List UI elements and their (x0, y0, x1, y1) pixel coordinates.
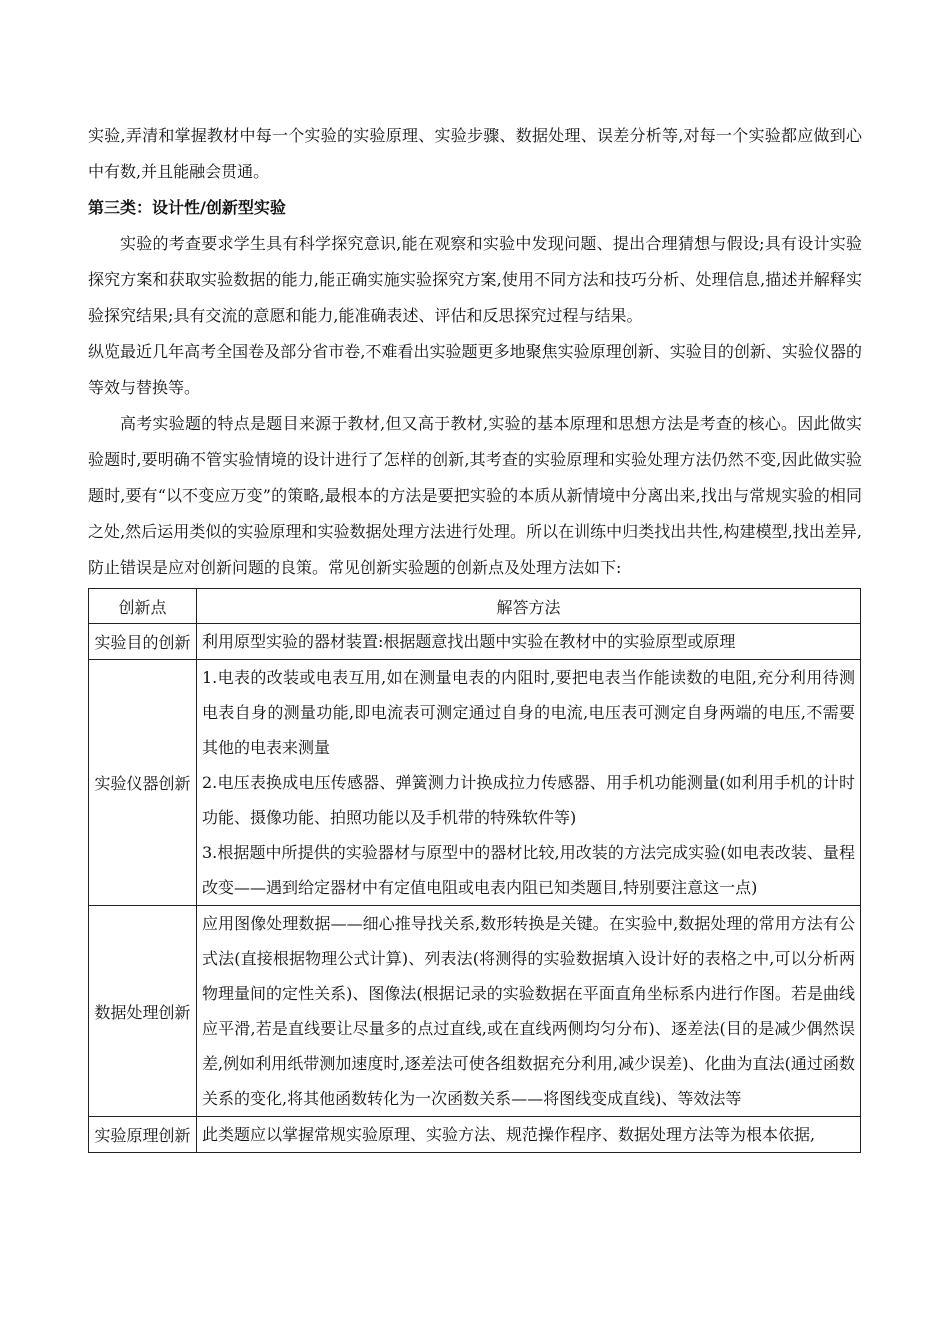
row-text: 利用原型实验的器材装置:根据题意找出题中实验在教材中的实验原型或原理 (202, 632, 736, 651)
row-text: 应用图像处理数据——细心推导找关系,数形转换是关键。在实验中,数据处理的常用方法有公式法(直接根据物理公式计算)、列表法(将测得的实验数据填入设计好的表格之中,可以分析两物理量间的定性关系)、图像法(根据记录的实验数据在平面直角坐标系内进行作图。若是曲线应平滑,若是直线要让尽量多的点过直线,或在直线两侧均匀分布)、逐差法(目的是减少偶然误差,例如利用纸带测加速度时,逐差法可使各组数据充分利用,减少误差)、化曲为直法(通过函数关系的变化,将其他函数转化为一次函数关系——将图线变成直线)、等效法等 (202, 914, 855, 1108)
row-label: 实验原理创新 (89, 1117, 197, 1153)
header-innovation-point: 创新点 (89, 589, 197, 624)
row-content (197, 660, 861, 906)
row-text: 此类题应以掌握常规实验原理、实验方法、规范操作程序、数据处理方法等为根本依据, (202, 1125, 816, 1144)
paragraph-overview: 纵览最近几年高考全国卷及部分省市卷,不难看出实验题更多地聚焦实验原理创新、实验目的创新、实验仪器的等效与替换等。 (88, 342, 862, 397)
intro-paragraph: 实验,弄清和掌握教材中每一个实验的实验原理、实验步骤、数据处理、误差分析等,对每一个实验都应做到心中有数,并且能融会贯通。 (88, 126, 862, 181)
header-solution-method: 解答方法 (197, 589, 861, 624)
row-content (197, 906, 861, 1117)
table-row (89, 624, 861, 660)
row-content (197, 624, 861, 660)
document-page (88, 118, 862, 1153)
table-row (89, 1117, 861, 1153)
row-label: 实验仪器创新 (89, 660, 197, 906)
paragraph-requirements: 实验的考查要求学生具有科学探究意识,能在观察和实验中发现问题、提出合理猜想与假设;具有设计实验探究方案和获取实验数据的能力,能正确实施实验探究方案,使用不同方法和技巧分析、处理信息,描述并解释实验探究结果;具有交流的意愿和能力,能准确表述、评估和反思探究过程与结果。 (88, 234, 862, 325)
section-heading: 第三类：设计性/创新型实验 (88, 198, 286, 217)
row-item-1: 1.电表的改装或电表互用,如在测量电表的内阻时,要把电表当作能读数的电阻,充分利用待测电表自身的测量功能,即电流表可测定通过自身的电流,电压表可测定自身两端的电压,不需要其他的电表来测量 (202, 668, 855, 757)
innovation-table (88, 588, 861, 1153)
table-header-row (89, 589, 861, 624)
row-item-2: 2.电压表换成电压传感器、弹簧测力计换成拉力传感器、用手机功能测量(如利用手机的计时功能、摄像功能、拍照功能以及手机带的特殊软件等) (202, 773, 855, 827)
row-content (197, 1117, 861, 1153)
table-row (89, 906, 861, 1117)
row-label: 数据处理创新 (89, 906, 197, 1117)
table-row (89, 660, 861, 906)
paragraph-features: 高考实验题的特点是题目来源于教材,但又高于教材,实验的基本原理和思想方法是考查的核心。因此做实验题时,要明确不管实验情境的设计进行了怎样的创新,其考查的实验原理和实验处理方法仍然不变,因此做实验题时,要有“以不变应万变”的策略,最根本的方法是要把实验的本质从新情境中分离出来,找出与常规实验的相同之处,然后运用类似的实验原理和实验数据处理方法进行处理。所以在训练中归类找出共性,构建模型,找出差异,防止错误是应对创新问题的良策。常见创新实验题的创新点及处理方法如下: (88, 414, 862, 577)
row-label: 实验目的创新 (89, 624, 197, 660)
row-item-3: 3.根据题中所提供的实验器材与原型中的器材比较,用改装的方法完成实验(如电表改装、量程改变——遇到给定器材中有定值电阻或电表内阻已知类题目,特别要注意这一点) (202, 843, 855, 897)
